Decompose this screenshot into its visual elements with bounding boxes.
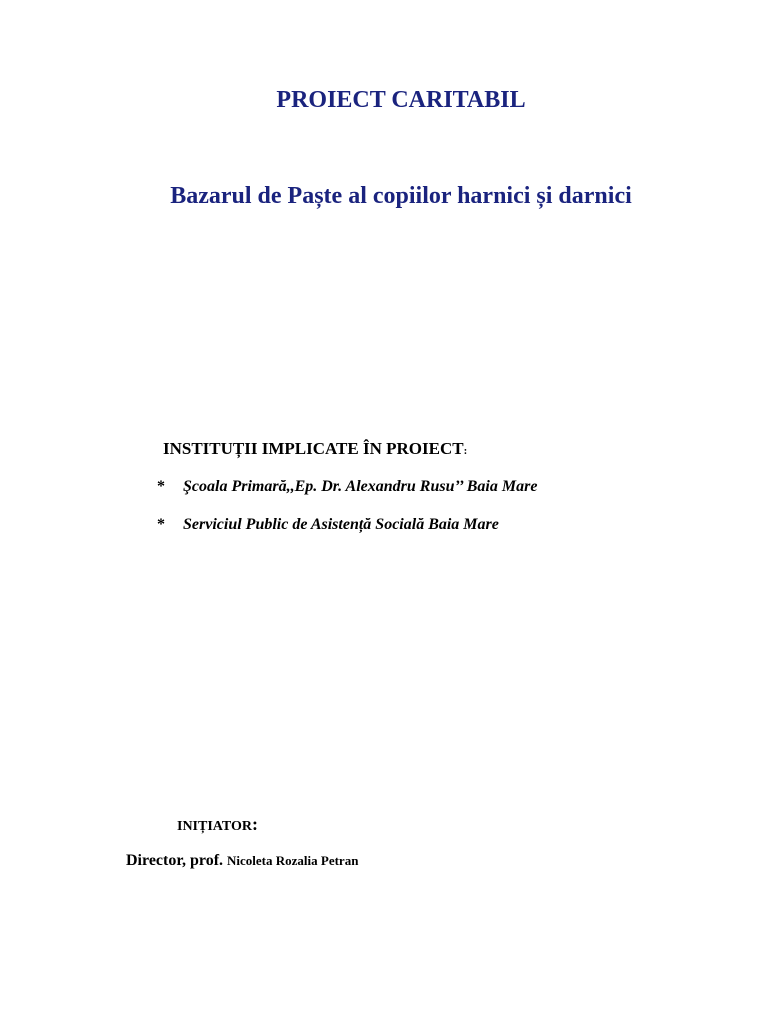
- document-title: PROIECT CARITABIL: [276, 87, 526, 113]
- initiator-heading-text: INIȚIATOR: [177, 819, 252, 834]
- institutions-heading-text: INSTITUȚII IMPLICATE ÎN PROIECT: [163, 439, 464, 458]
- institutions-heading-colon: :: [463, 445, 468, 457]
- initiator-role: Director, prof: [126, 852, 220, 869]
- institution-item: [157, 516, 537, 554]
- initiator-person-name: Nicoleta Rozalia Petran: [227, 853, 359, 868]
- initiator-heading-colon: :: [251, 814, 258, 834]
- institution-item: [157, 478, 537, 516]
- bullet-marker: *: [157, 516, 165, 533]
- institution-name: Serviciul Public de Asistență Socială Baia Mare: [183, 516, 499, 533]
- institutions-heading: [163, 439, 467, 459]
- initiator-line: [126, 852, 358, 870]
- institutions-list: [157, 478, 537, 554]
- document-subtitle: Bazarul de Paște al copiilor harnici și darnici: [170, 183, 632, 209]
- bullet-marker: *: [157, 478, 165, 495]
- institution-name: Şcoala Primară,,Ep. Dr. Alexandru Rusu’’ Baia Mare: [183, 478, 538, 495]
- initiator-separator: .: [219, 852, 224, 869]
- initiator-heading: [177, 814, 258, 835]
